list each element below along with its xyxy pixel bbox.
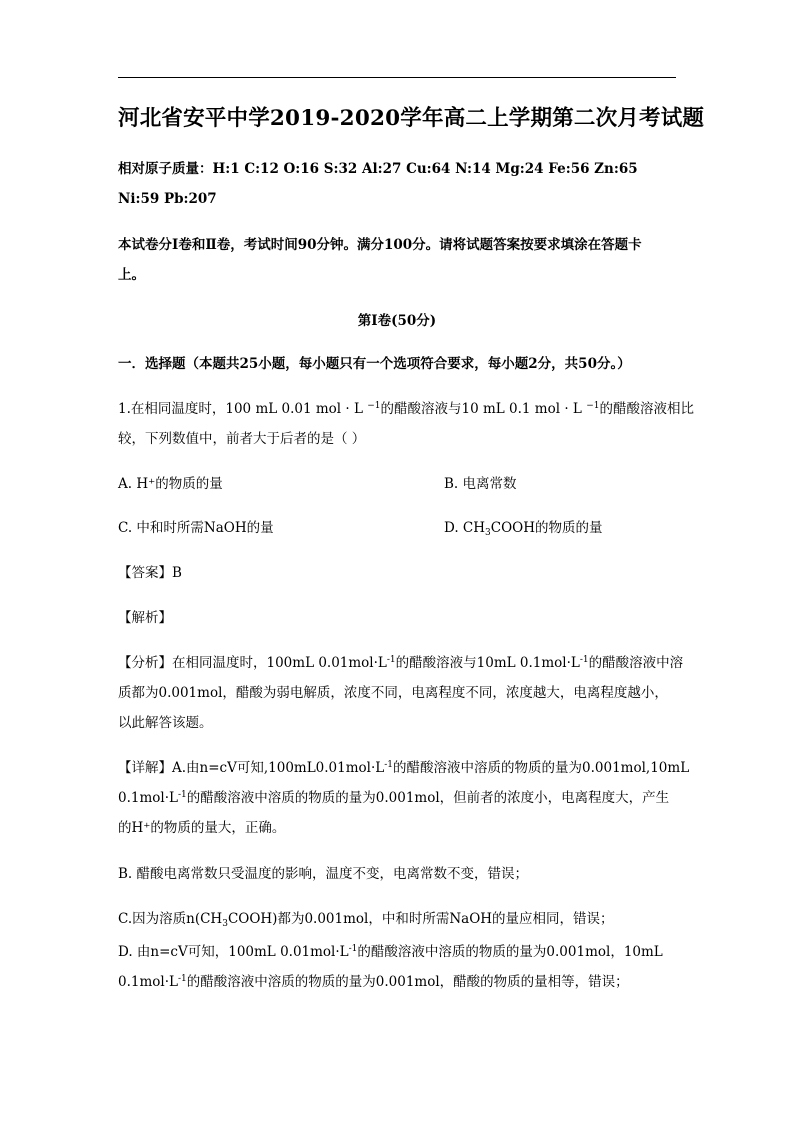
analysis-label: 【解析】 xyxy=(118,610,172,626)
analysis-text: 【分析】在相同温度时，100mL 0.01mol·L xyxy=(118,655,387,671)
instructions-line-2: 上。 xyxy=(118,267,145,283)
option-c: C. 中和时所需NaOH的量 xyxy=(118,520,274,536)
option-d-text: D. CH xyxy=(444,520,486,536)
detail-text: 【详解】A.由n=cV可知,100mL0.01mol·L xyxy=(118,760,385,776)
detail-text: COOH)都为0.001mol，中和时所需NaOH的量应相同，错误； xyxy=(227,911,614,927)
part-heading: 第Ⅰ卷(50分) xyxy=(357,313,437,329)
superscript: -1 xyxy=(386,655,396,665)
detail-d-line-1 xyxy=(118,943,663,961)
instructions-line-1: 本试卷分Ⅰ卷和Ⅱ卷，考试时间90分钟。满分100分。请将试题答案按要求填涂在答题卡 xyxy=(118,237,642,253)
superscript: -1 xyxy=(579,655,589,665)
detail-text: 0.1mol·L xyxy=(118,974,178,990)
stem-text: 1.在相同温度时，100 mL 0.01 mol · L xyxy=(118,401,368,417)
detail-text: 0.1mol·L xyxy=(118,790,178,806)
analysis-line-2: 质都为0.001mol，醋酸为弱电解质，浓度不同，电离程度不同，浓度越大，电离程度越小， xyxy=(118,685,668,701)
superscript: -1 xyxy=(177,790,187,800)
atomic-masses-line-2: Ni:59 Pb:207 xyxy=(118,191,217,207)
detail-text: 的醋酸溶液中溶质的物质的量为0.001mol，10mL xyxy=(357,944,663,960)
analysis-line-3: 以此解答该题。 xyxy=(118,715,213,731)
question-1-stem-line-1 xyxy=(118,400,694,418)
detail-line-3: 的H⁺的物质的量大，正确。 xyxy=(118,820,286,836)
stem-text: 的醋酸溶液相比 xyxy=(599,401,694,417)
analysis-text: 的醋酸溶液中溶 xyxy=(588,655,684,671)
option-b: B. 电离常数 xyxy=(444,476,517,492)
analysis-line-1 xyxy=(118,654,683,672)
detail-c xyxy=(118,910,614,928)
section-heading: 一．选择题（本题共25小题，每小题只有一个选项符合要求，每小题2分，共50分。） xyxy=(118,356,631,372)
page-title: 河北省安平中学2019-2020学年高二上学期第二次月考试题 xyxy=(118,106,705,131)
superscript: −1 xyxy=(586,401,600,411)
superscript: −1 xyxy=(367,401,381,411)
detail-b: B. 醋酸电离常数只受温度的影响，温度不变，电离常数不变，错误； xyxy=(118,866,529,882)
subscript: 3 xyxy=(485,528,491,538)
subscript: 3 xyxy=(222,919,228,929)
detail-text: C.因为溶质n(CH xyxy=(118,911,223,927)
option-a: A. H⁺的物质的量 xyxy=(118,476,223,492)
option-d xyxy=(444,519,603,537)
detail-text: 的醋酸溶液中溶质的物质的量为0.001mol，醋酸的物质的量相等，错误； xyxy=(186,974,629,990)
detail-line-2 xyxy=(118,789,669,807)
detail-line-1 xyxy=(118,759,689,777)
superscript: -1 xyxy=(384,760,394,770)
superscript: -1 xyxy=(177,974,187,984)
analysis-text: 的醋酸溶液与10mL 0.1mol·L xyxy=(395,655,580,671)
detail-text: D. 由n=cV可知，100mL 0.01mol·L xyxy=(118,944,349,960)
question-1-stem-line-2: 较，下列数值中，前者大于后者的是（ ） xyxy=(118,431,366,447)
stem-text: 的醋酸溶液与10 mL 0.1 mol · L xyxy=(380,401,587,417)
answer-line: 【答案】B xyxy=(118,565,182,581)
detail-text: 的醋酸溶液中溶质的物质的量为0.001mol，但前者的浓度小，电离程度大，产生 xyxy=(186,790,670,806)
header-rule xyxy=(118,77,676,78)
detail-d-line-2 xyxy=(118,973,629,991)
detail-text: 的醋酸溶液中溶质的物质的量为0.001mol,10mL xyxy=(393,760,690,776)
atomic-masses-line-1: 相对原子质量：H:1 C:12 O:16 S:32 Al:27 Cu:64 N:14 Mg:24 Fe:56 Zn:65 xyxy=(118,161,638,177)
superscript: -1 xyxy=(348,944,358,954)
option-d-text: COOH的物质的量 xyxy=(490,520,603,536)
